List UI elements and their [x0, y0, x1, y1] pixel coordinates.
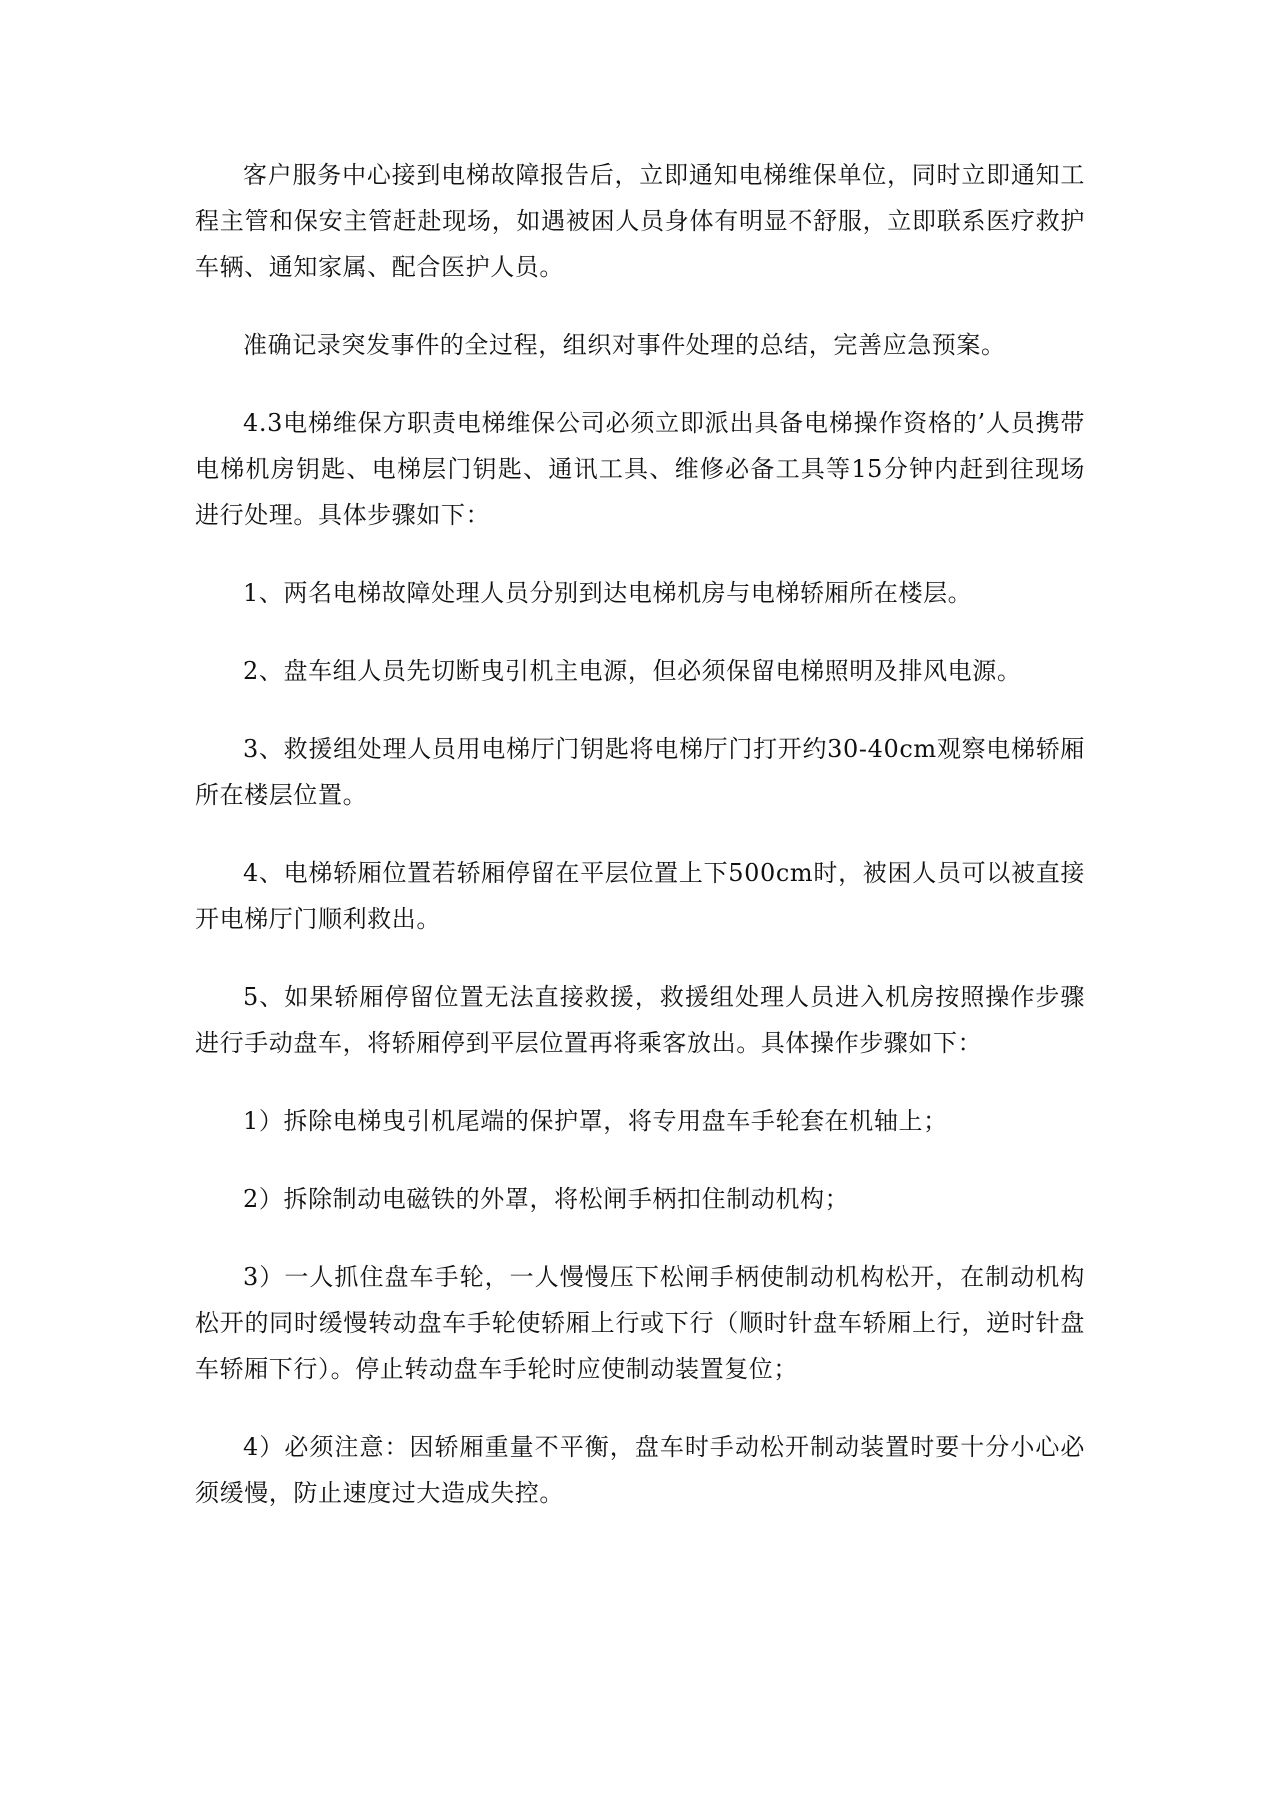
paragraph-step-3: 3、救援组处理人员用电梯厅门钥匙将电梯厅门打开约30-40cm观察电梯轿厢所在楼层位置。	[195, 735, 1085, 809]
paragraph-substep-4: 4）必须注意：因轿厢重量不平衡，盘车时手动松开制动装置时要十分小心必须缓慢，防止速度过大造成失控。	[195, 1433, 1085, 1507]
paragraph-maintenance-duties: 4.3电梯维保方职责电梯维保公司必须立即派出具备电梯操作资格的’人员携带电梯机房钥匙、电梯层门钥匙、通讯工具、维修必备工具等15分钟内赶到往现场进行处理。具体步骤如下：	[195, 409, 1085, 529]
paragraph-customer-service: 客户服务中心接到电梯故障报告后，立即通知电梯维保单位，同时立即通知工程主管和保安主管赶赴现场，如遇被困人员身体有明显不舒服，立即联系医疗救护车辆、通知家属、配合医护人员。	[195, 161, 1085, 281]
paragraph-step-5: 5、如果轿厢停留位置无法直接救援，救援组处理人员进入机房按照操作步骤进行手动盘车，将轿厢停到平层位置再将乘客放出。具体操作步骤如下：	[195, 983, 1085, 1057]
paragraph-substep-2: 2）拆除制动电磁铁的外罩，将松闸手柄扣住制动机构；	[243, 1185, 850, 1213]
paragraph-substep-1: 1）拆除电梯曳引机尾端的保护罩，将专用盘车手轮套在机轴上；	[243, 1107, 948, 1135]
paragraph-step-1: 1、两名电梯故障处理人员分别到达电梯机房与电梯轿厢所在楼层。	[243, 579, 973, 607]
paragraph-record-events: 准确记录突发事件的全过程，组织对事件处理的总结，完善应急预案。	[243, 331, 1006, 359]
paragraph-step-2: 2、盘车组人员先切断曳引机主电源，但必须保留电梯照明及排风电源。	[243, 657, 1022, 685]
paragraph-step-4: 4、电梯轿厢位置若轿厢停留在平层位置上下500cm时，被困人员可以被直接开电梯厅门顺利救出。	[195, 859, 1085, 933]
document-body	[195, 152, 1085, 1516]
paragraph-substep-3: 3）一人抓住盘车手轮，一人慢慢压下松闸手柄使制动机构松开，在制动机构松开的同时缓慢转动盘车手轮使轿厢上行或下行（顺时针盘车轿厢上行，逆时针盘车轿厢下行）。停止转动盘车手轮时应使制动装置复位；	[195, 1263, 1085, 1383]
